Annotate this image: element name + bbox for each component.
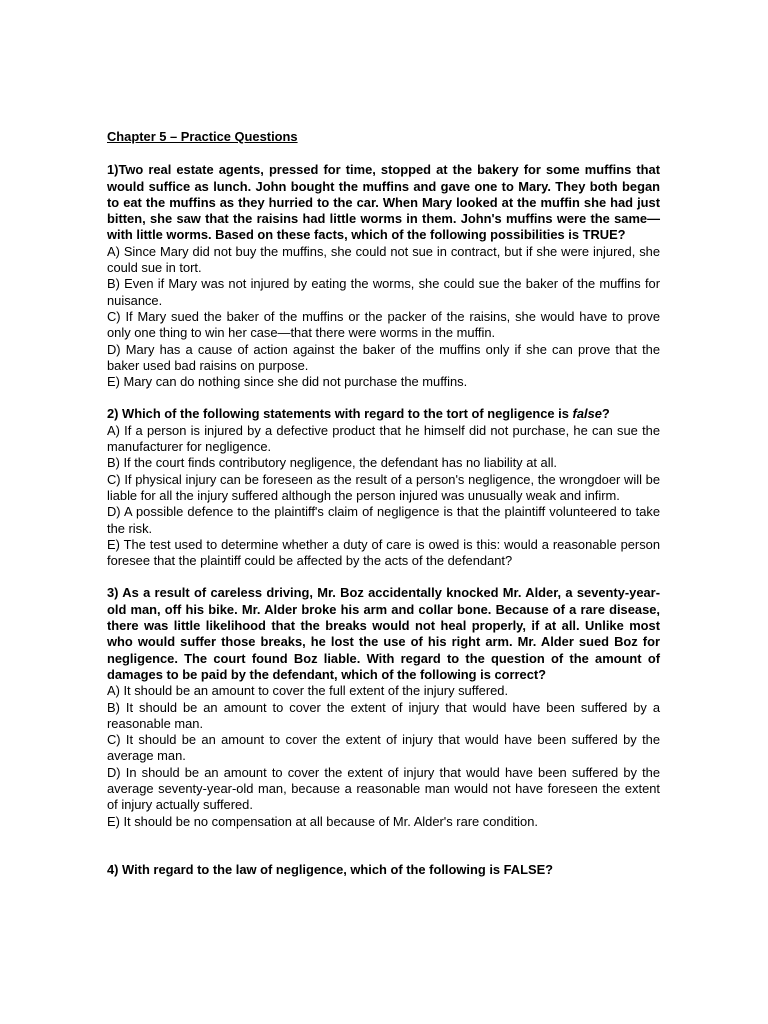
chapter-heading: Chapter 5 – Practice Questions	[107, 129, 298, 144]
question-2-option-a: A) If a person is injured by a defective product that he himself did not purchase, he can sue the manufacturer for negligence.	[107, 422, 660, 455]
question-3-option-d: D) In should be an amount to cover the extent of injury that would have been suffered by the average seventy-year-old man, because a reasonable man would not have foreseen the extent of injury actually suffered.	[107, 764, 660, 813]
question-2-option-c: C) If physical injury can be foreseen as the result of a person's negligence, the wrongdoer will be liable for all the injury suffered although the person injured was unusually weak and infirm.	[107, 471, 660, 503]
question-3-option-b: B) It should be an amount to cover the extent of injury that would have been suffered by a reasonable man.	[107, 699, 660, 731]
question-1-option-e: E) Mary can do nothing since she did not purchase the muffins.	[107, 374, 468, 390]
question-1-option-b: B) Even if Mary was not injured by eating the worms, she could sue the baker of the muffins for nuisance.	[107, 276, 660, 308]
question-1	[107, 162, 660, 390]
question-4-stem: 4) With regard to the law of negligence, which of the following is FALSE?	[107, 861, 554, 877]
question-2	[107, 406, 660, 569]
question-2-stem-emphasis: false	[572, 406, 602, 422]
question-4	[107, 862, 660, 878]
question-2-option-e: E) The test used to determine whether a duty of care is owed is this: would a reasonable person foresee that the plaintiff could be affected by the acts of the defendant?	[107, 536, 660, 569]
question-3-option-a: A) It should be an amount to cover the full extent of the injury suffered.	[107, 683, 509, 699]
question-3	[107, 585, 660, 829]
document-page	[107, 129, 660, 894]
question-1-option-d: D) Mary has a cause of action against the baker of the muffins only if she can prove that the baker used bad raisins on purpose.	[107, 341, 660, 373]
question-3-option-c: C) It should be an amount to cover the extent of injury that would have been suffered by the average man.	[107, 732, 660, 764]
question-2-option-b: B) If the court finds contributory negligence, the defendant has no liability at all.	[107, 455, 558, 471]
question-2-option-d: D) A possible defence to the plaintiff's claim of negligence is that the plaintiff volunteered to take the risk.	[107, 504, 660, 536]
question-1-option-c: C) If Mary sued the baker of the muffins or the packer of the raisins, she would have to prove only one thing to win her case—that there were worms in the muffin.	[107, 308, 660, 341]
question-2-stem-end: ?	[601, 406, 610, 422]
question-1-option-a: A) Since Mary did not buy the muffins, she could not sue in contract, but if she were injured, she could sue in tort.	[107, 243, 660, 276]
question-2-stem-start: 2) Which of the following statements with regard to the tort of negligence is	[107, 406, 573, 422]
question-2-stem	[107, 406, 660, 422]
question-1-stem: 1)Two real estate agents, pressed for time, stopped at the bakery for some muffins that would suffice as lunch. John bought the muffins and gave one to Mary. They both began to eat the muffins as they hurried to the car. When Mary looked at the muffin she had just bitten, she saw that the raisins had little worms in them. John's muffins were the same—with little worms. Based on these facts, which of the following possibilities is TRUE?	[107, 162, 660, 243]
question-3-stem: 3) As a result of careless driving, Mr. Boz accidentally knocked Mr. Alder, a seventy-year-old man, off his bike. Mr. Alder broke his arm and collar bone. Because of a rare disease, there was little likelihood that the breaks would not heal properly, if at all. Unlike most who would suffer those breaks, he lost the use of his right arm. Mr. Alder sued Boz for negligence. The court found Boz liable. With regard to the question of the amount of damages to be paid by the defendant, which of the following is correct?	[107, 585, 660, 682]
question-3-option-e: E) It should be no compensation at all because of Mr. Alder's rare condition.	[107, 813, 538, 829]
